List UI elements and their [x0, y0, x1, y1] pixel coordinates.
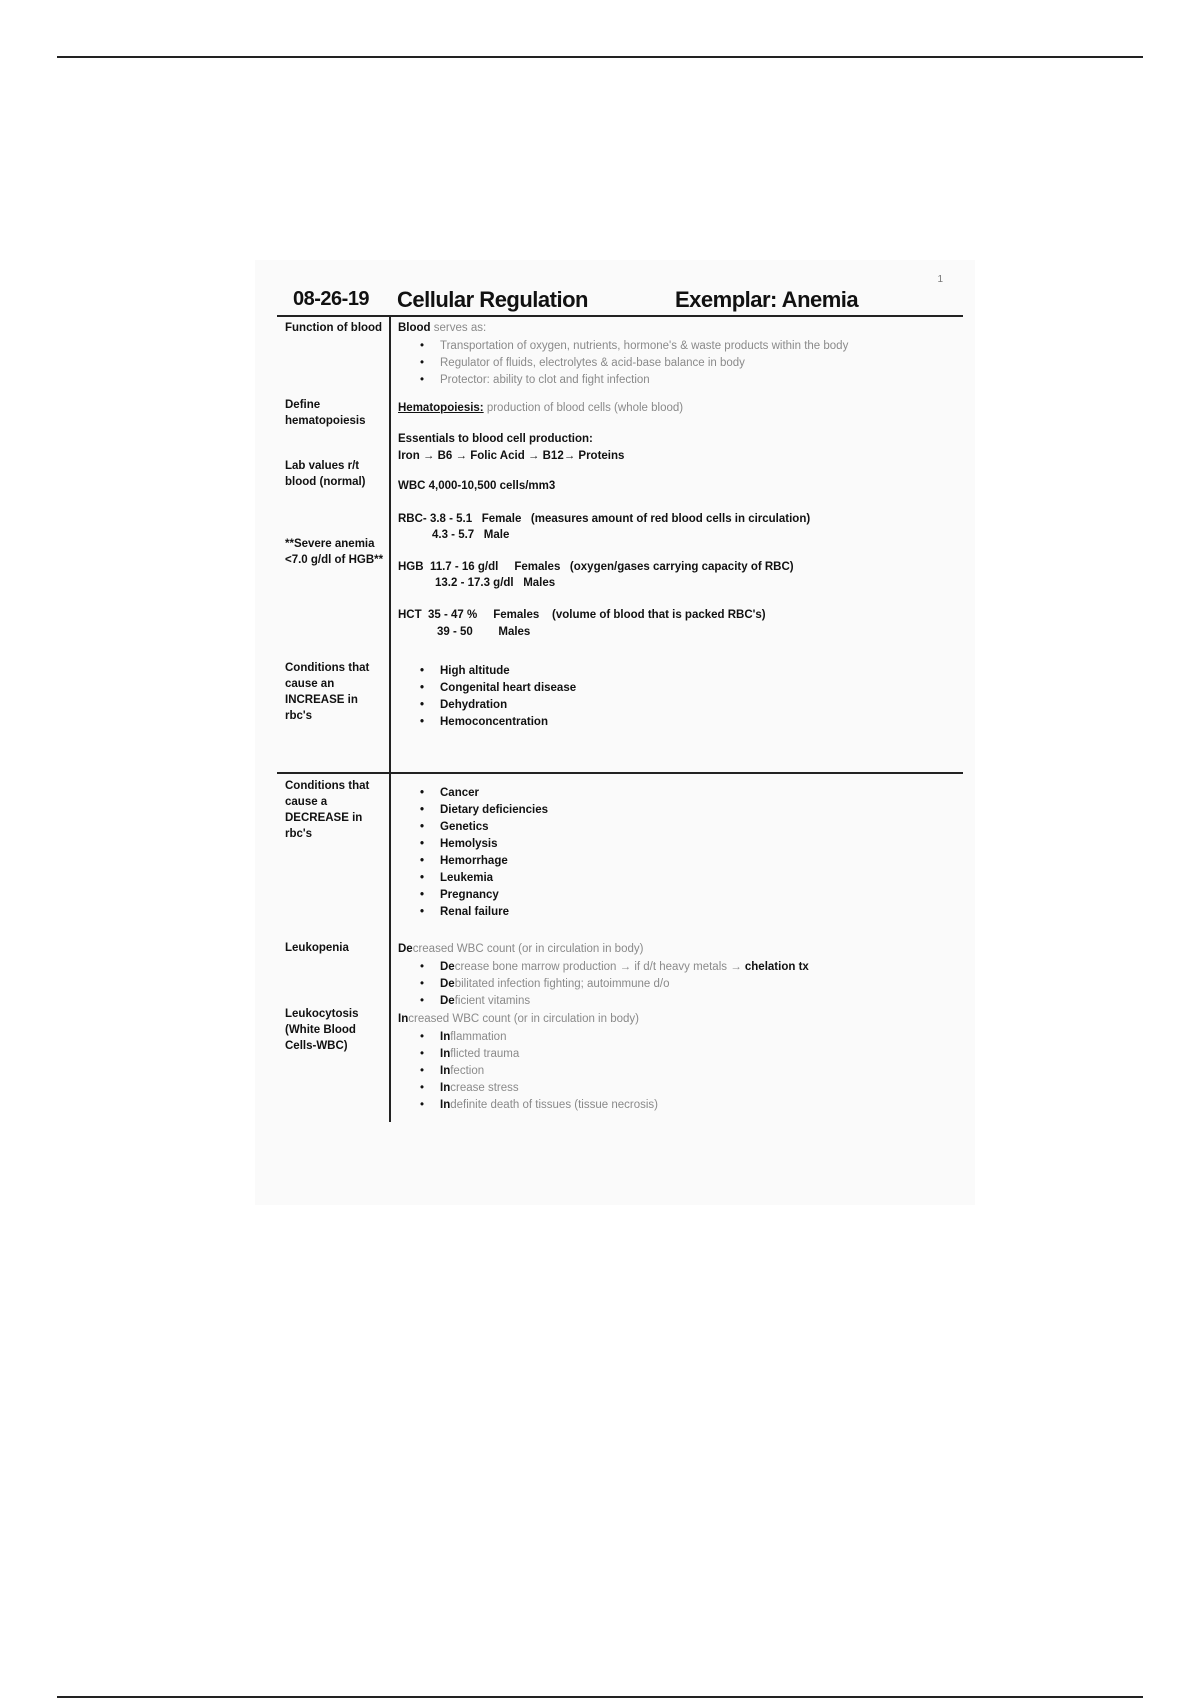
list-item: • Leukemia [398, 870, 548, 887]
essentials-title: Essentials to blood cell production: [398, 433, 593, 445]
list-item: • Hemolysis [398, 836, 548, 853]
hematopoiesis-definition: Hematopoiesis: production of blood cells (whole blood) [398, 402, 684, 414]
leukocytosis-lead: Increased WBC count (or in circulation in body) [398, 1013, 639, 1025]
note-exemplar: Exemplar: Anemia [675, 287, 859, 312]
page-number: 1 [937, 274, 943, 285]
list-item: • Infection [398, 1063, 658, 1080]
list-item: • Debilitated infection fighting; autoimmune d/o [398, 976, 809, 993]
scanned-notes-page [255, 260, 975, 1205]
leukocytosis-list [398, 1029, 658, 1114]
section-rule [277, 772, 963, 774]
label-leukopenia: Leukopenia [285, 942, 349, 954]
leukopenia-list [398, 959, 809, 1010]
list-item: • Inflammation [398, 1029, 658, 1046]
label-severe-anemia: **Severe anemia <7.0 g/dl of HGB** [285, 538, 384, 566]
list-item: • High altitude [398, 663, 576, 680]
essentials-chain: Iron → B6 → Folic Acid → B12→ Proteins [398, 450, 625, 462]
label-increase: Conditions that cause an INCREASE in rbc's [285, 662, 370, 722]
header-rule [277, 315, 963, 317]
list-item: • Genetics [398, 819, 548, 836]
list-item: • Dehydration [398, 697, 576, 714]
list-item: • Regulator of fluids, electrolytes & acid-base balance in body [398, 355, 848, 372]
function-list [398, 338, 848, 389]
list-item: • Congenital heart disease [398, 680, 576, 697]
list-item: • Decrease bone marrow production → if d/t heavy metals → chelation tx [398, 959, 809, 976]
list-item: • Increase stress [398, 1080, 658, 1097]
lab-rbc-female: RBC- 3.8 - 5.1 Female (measures amount of red blood cells in circulation) [398, 513, 811, 525]
label-define: Define hematopoiesis [285, 399, 366, 427]
column-divider [389, 317, 391, 1122]
list-item: • Indefinite death of tissues (tissue necrosis) [398, 1097, 658, 1114]
lab-hgb-male: 13.2 - 17.3 g/dl Males [435, 577, 556, 589]
lab-wbc: WBC 4,000-10,500 cells/mm3 [398, 480, 556, 492]
page-bottom-rule [57, 1696, 1143, 1698]
list-item: • Renal failure [398, 904, 548, 921]
leukopenia-lead: Decreased WBC count (or in circulation in body) [398, 943, 644, 955]
lab-hct-male: 39 - 50 Males [437, 626, 531, 638]
list-item: • Cancer [398, 785, 548, 802]
decrease-list [398, 785, 548, 921]
list-item: • Transportation of oxygen, nutrients, hormone's & waste products within the body [398, 338, 848, 355]
label-leukocytosis: Leukocytosis (White Blood Cells-WBC) [285, 1008, 359, 1052]
lab-rbc-male: 4.3 - 5.7 Male [432, 529, 510, 541]
list-item: • Deficient vitamins [398, 993, 809, 1010]
increase-list [398, 663, 576, 731]
lab-hgb-female: HGB 11.7 - 16 g/dl Females (oxygen/gases carrying capacity of RBC) [398, 561, 794, 573]
list-item: • Pregnancy [398, 887, 548, 904]
label-lab-values: Lab values r/t blood (normal) [285, 460, 366, 488]
label-function: Function of blood [285, 322, 383, 334]
lab-hct-female: HCT 35 - 47 % Females (volume of blood that is packed RBC's) [398, 609, 766, 621]
list-item: • Hemoconcentration [398, 714, 576, 731]
page-top-rule [57, 56, 1143, 58]
note-date: 08-26-19 [293, 288, 370, 310]
label-decrease: Conditions that cause a DECREASE in rbc's [285, 780, 370, 840]
list-item: • Inflicted trauma [398, 1046, 658, 1063]
list-item: • Dietary deficiencies [398, 802, 548, 819]
function-lead: Blood serves as: [398, 322, 487, 334]
list-item: • Protector: ability to clot and fight infection [398, 372, 848, 389]
note-title: Cellular Regulation [397, 287, 588, 312]
list-item: • Hemorrhage [398, 853, 548, 870]
